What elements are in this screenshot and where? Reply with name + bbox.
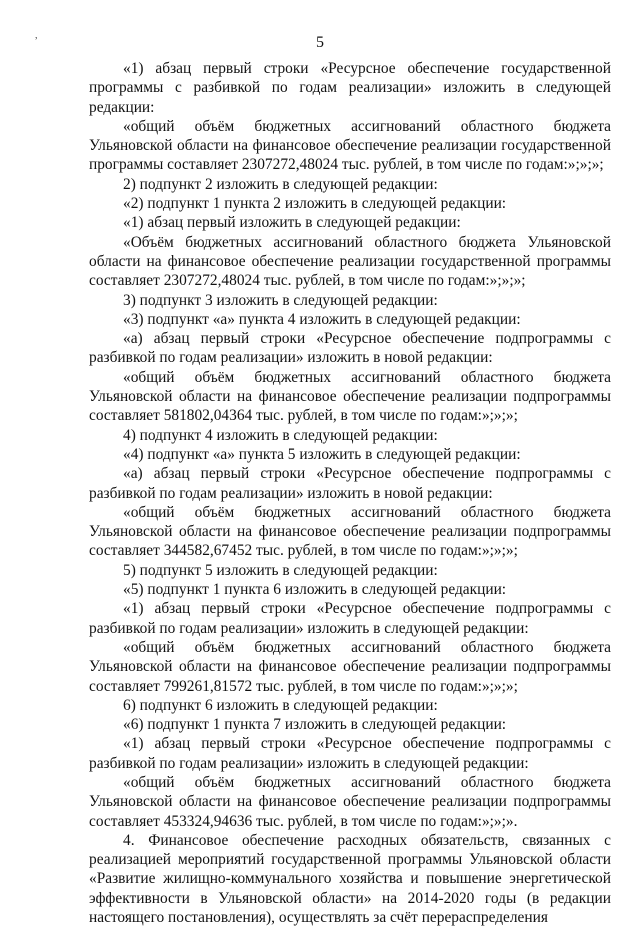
paragraph: «Объём бюджетных ассигнований областного бюджета Ульяновской области на финансовое обеспечение реализации государственной программы составляет 2307272,48024 тыс. рублей, в том числе по годам:»;»;»;: [89, 233, 611, 290]
paragraph: «1) абзац первый изложить в следующей редакции:: [123, 214, 461, 232]
paragraph: «общий объём бюджетных ассигнований областного бюджета Ульяновской области на финансовое обеспечение реализации подпрограммы составляет 581802,04364 тыс. рублей, в том числе по годам:»;»;»;: [89, 368, 611, 425]
paragraph: 5) подпункт 5 изложить в следующей редакции:: [123, 561, 438, 579]
paragraph: «6) подпункт 1 пункта 7 изложить в следующей редакции:: [123, 716, 507, 734]
paragraph: «общий объём бюджетных ассигнований областного бюджета Ульяновской области на финансовое обеспечение реализации государственной программы составляет 2307272,48024 тыс. рублей, в том числе по годам:»;»;»;: [89, 117, 611, 174]
page-number: 5: [316, 34, 324, 51]
paragraph: «1) абзац первый строки «Ресурсное обеспечение государственной программы с разбивкой по годам реализации» изложить в следующей редакции:: [89, 60, 611, 116]
paragraph: «общий объём бюджетных ассигнований областного бюджета Ульяновской области на финансовое обеспечение реализации подпрограммы составляет 344582,67452 тыс. рублей, в том числе по годам:»;»;»;: [89, 503, 611, 560]
document-body: [89, 59, 611, 927]
paragraph: «а) абзац первый строки «Ресурсное обеспечение подпрограммы с разбивкой по годам реализации» изложить в новой редакции:: [89, 330, 611, 367]
paragraph: «1) абзац первый строки «Ресурсное обеспечение подпрограммы с разбивкой по годам реализации» изложить в следующей редакции:: [89, 600, 611, 637]
paragraph: «2) подпункт 1 пункта 2 изложить в следующей редакции:: [123, 195, 507, 213]
paragraph: «а) абзац первый строки «Ресурсное обеспечение подпрограммы с разбивкой по годам реализации» изложить в новой редакции:: [89, 465, 611, 502]
paragraph: 3) подпункт 3 изложить в следующей редакции:: [123, 291, 438, 309]
paragraph: 6) подпункт 6 изложить в следующей редакции:: [123, 696, 438, 714]
paragraph: «4) подпункт «а» пункта 5 изложить в следующей редакции:: [123, 445, 521, 463]
paragraph: 4) подпункт 4 изложить в следующей редакции:: [123, 426, 438, 444]
paragraph: «общий объём бюджетных ассигнований областного бюджета Ульяновской области на финансовое обеспечение реализации подпрограммы составляет 453324,94636 тыс. рублей, в том числе по годам:»;»;».: [89, 773, 611, 830]
paragraph: «5) подпункт 1 пункта 6 изложить в следующей редакции:: [123, 581, 507, 599]
margin-mark: ,: [35, 30, 38, 41]
paragraph: «1) абзац первый строки «Ресурсное обеспечение подпрограммы с разбивкой по годам реализации» изложить в следующей редакции:: [89, 735, 611, 772]
paragraph: 2) подпункт 2 изложить в следующей редакции:: [123, 175, 438, 193]
paragraph: «3) подпункт «а» пункта 4 изложить в следующей редакции:: [123, 310, 521, 328]
paragraph: 4. Финансовое обеспечение расходных обязательств, связанных с реализацией мероприятий государственной программы Ульяновской области «Развитие жилищно-коммунального хозяйства и повышение энергетической эффективности в Ульяновской области» на 2014-2020 годы (в редакции настоящего постановления), осуществлять за счёт перераспределения: [89, 831, 611, 927]
paragraph: «общий объём бюджетных ассигнований областного бюджета Ульяновской области на финансовое обеспечение реализации подпрограммы составляет 799261,81572 тыс. рублей, в том числе по годам:»;»;»;: [89, 638, 611, 695]
